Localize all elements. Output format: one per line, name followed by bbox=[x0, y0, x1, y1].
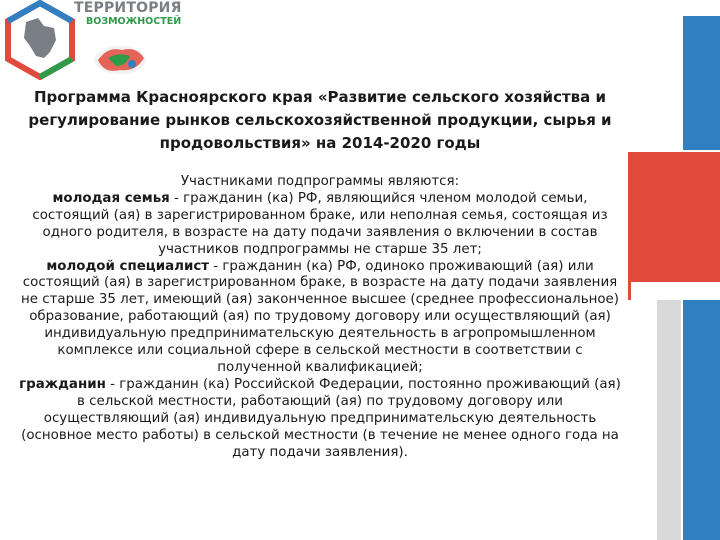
logo-subtitle: ВОЗМОЖНОСТЕЙ bbox=[86, 16, 182, 27]
term-citizen: гражданин bbox=[19, 376, 106, 392]
decor-bar-blue-bottom bbox=[683, 300, 720, 540]
decor-bar-red-stub bbox=[628, 282, 631, 300]
section-young-specialist bbox=[14, 259, 626, 377]
term-young-family: молодая семья bbox=[52, 190, 170, 206]
decor-bar-red bbox=[628, 152, 720, 282]
logo-title: ТЕРРИТОРИЯ bbox=[74, 0, 182, 16]
decor-bar-gray bbox=[657, 300, 681, 540]
logo bbox=[4, 0, 204, 90]
definition-citizen: - гражданин (ка) Российской Федерации, постоянно проживающий (ая) в сельской местности, работающий (ая) по трудовому договору или осуществляющий (ая) индивидуальную предпринимательскую деятельность (основное место работы) в сельской местности (в течение не менее одного года на дату подачи заявления). bbox=[21, 376, 621, 460]
definition-young-family: - гражданин (ка) РФ, являющийся членом молодой семьи, состоящий (ая) в зарегистрированном браке, или неполная семья, состоящая из одного родителя, в возрасте на дату подачи заявления о включении в состав участников подпрограммы не старше 35 лет; bbox=[32, 190, 608, 257]
section-citizen bbox=[14, 377, 626, 462]
term-young-specialist: молодой специалист bbox=[46, 258, 210, 274]
intro-text: Участниками подпрограммы являются: bbox=[180, 174, 460, 189]
hexagon-logo-icon bbox=[4, 0, 76, 80]
definition-young-specialist: - гражданин (ка) РФ, одиноко проживающий (ая) или состоящий (ая) в зарегистрированном браке, в возрасте на дату подачи заявления не старше 35 лет, имеющий (ая) законченное высшее (среднее профессиональное) образование, работающий (ая) по трудовому договору или осуществляющий (ая) индивидуальную предпринимательскую деятельность в агропромышленном комплексе или социальной сфере в сельской местности в соответствии с полученной квалификацией; bbox=[21, 258, 619, 375]
section-young-family bbox=[14, 191, 626, 259]
content-body bbox=[14, 174, 626, 461]
region-badge-icon bbox=[92, 42, 148, 78]
page-title: Программа Красноярского края «Развитие сельского хозяйства и регулирование рынков сельскохозяйственной продукции, сырья и продовольствия» на 2014-2020 годы bbox=[28, 88, 612, 152]
decor-bar-blue-top bbox=[683, 16, 720, 150]
